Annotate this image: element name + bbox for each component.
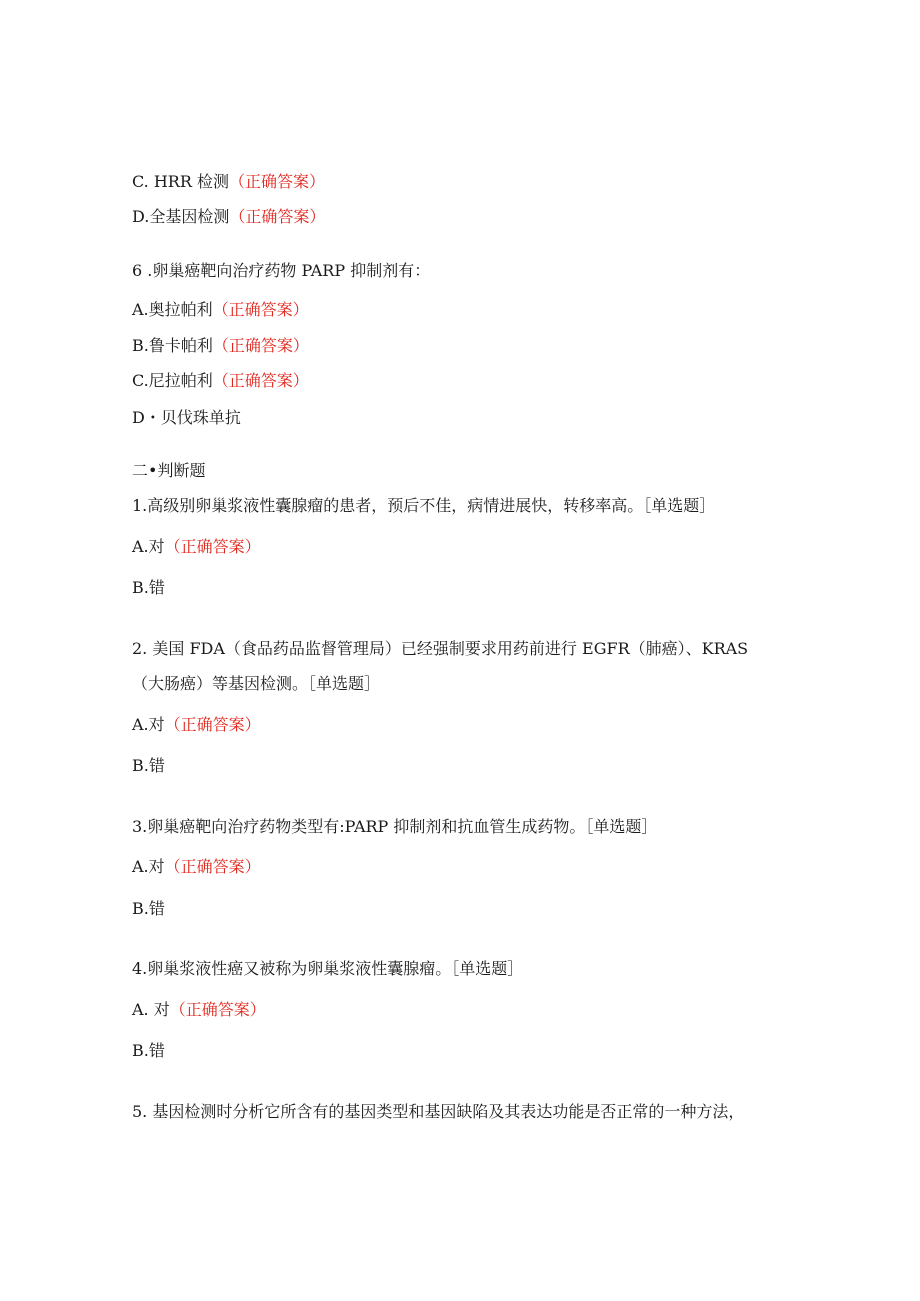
option-q5-c bbox=[132, 171, 325, 193]
question-text: 3.卵巢癌靶向治疗药物类型有:PARP 抑制剂和抗血管生成药物。［单选题］ bbox=[132, 817, 658, 836]
judge-question-4 bbox=[132, 958, 523, 980]
question-text: 6 .卵巢癌靶向治疗药物 PARP 抑制剂有： bbox=[132, 261, 431, 280]
judge-question-3 bbox=[132, 816, 657, 838]
option-j4-a bbox=[132, 999, 266, 1021]
section-title: 二•判断题 bbox=[132, 461, 206, 480]
option-text: B.错 bbox=[132, 578, 165, 597]
option-q6-b bbox=[132, 335, 309, 357]
option-j2-a bbox=[132, 714, 261, 736]
option-text: B.错 bbox=[132, 756, 165, 775]
option-text: C. HRR 检测 bbox=[132, 172, 229, 191]
judge-question-2-line-1 bbox=[132, 638, 748, 660]
correct-answer-mark: （正确答案） bbox=[164, 537, 261, 556]
option-j4-b bbox=[132, 1040, 165, 1062]
question-text: 4.卵巢浆液性癌又被称为卵巢浆液性囊腺瘤。［单选题］ bbox=[132, 959, 524, 978]
option-text: D.全基因检测 bbox=[132, 207, 230, 226]
question-text: （大肠癌）等基因检测。［单选题］ bbox=[132, 674, 381, 693]
option-j1-b bbox=[132, 577, 165, 599]
question-text: 2. 美国 FDA（食品药品监督管理局）已经强制要求用药前进行 EGFR（肺癌）、KRAS bbox=[132, 639, 749, 658]
question-6 bbox=[132, 260, 430, 282]
option-text: A.奥拉帕利 bbox=[132, 300, 213, 319]
option-text: D・贝伐珠单抗 bbox=[132, 408, 241, 427]
question-text: 5. 基因检测时分析它所含有的基因类型和基因缺陷及其表达功能是否正常的一种方法， bbox=[132, 1102, 745, 1121]
correct-answer-mark: （正确答案） bbox=[212, 300, 309, 319]
option-j3-b bbox=[132, 898, 165, 920]
correct-answer-mark: （正确答案） bbox=[164, 857, 261, 876]
option-text: B.错 bbox=[132, 1041, 165, 1060]
option-j1-a bbox=[132, 536, 261, 558]
option-q6-d bbox=[132, 407, 241, 429]
correct-answer-mark: （正确答案） bbox=[229, 207, 326, 226]
option-text: A. 对 bbox=[132, 1000, 170, 1019]
judge-question-5 bbox=[132, 1101, 744, 1123]
judge-question-2-line-2 bbox=[132, 673, 380, 695]
option-text: A.对 bbox=[132, 537, 165, 556]
option-text: B.鲁卡帕利 bbox=[132, 336, 213, 355]
option-q5-d bbox=[132, 206, 325, 228]
correct-answer-mark: （正确答案） bbox=[212, 371, 309, 390]
judge-question-1 bbox=[132, 495, 715, 517]
question-text: 1.高级别卵巢浆液性囊腺瘤的患者，预后不佳，病情进展快，转移率高。［单选题］ bbox=[132, 496, 716, 515]
correct-answer-mark: （正确答案） bbox=[164, 715, 261, 734]
section-heading bbox=[132, 460, 205, 482]
option-text: A.对 bbox=[132, 857, 165, 876]
option-text: A.对 bbox=[132, 715, 165, 734]
correct-answer-mark: （正确答案） bbox=[169, 1000, 266, 1019]
option-q6-c bbox=[132, 370, 309, 392]
option-text: B.错 bbox=[132, 899, 165, 918]
correct-answer-mark: （正确答案） bbox=[212, 336, 309, 355]
option-j2-b bbox=[132, 755, 165, 777]
option-q6-a bbox=[132, 299, 309, 321]
option-j3-a bbox=[132, 856, 261, 878]
correct-answer-mark: （正确答案） bbox=[228, 172, 325, 191]
option-text: C.尼拉帕利 bbox=[132, 371, 213, 390]
